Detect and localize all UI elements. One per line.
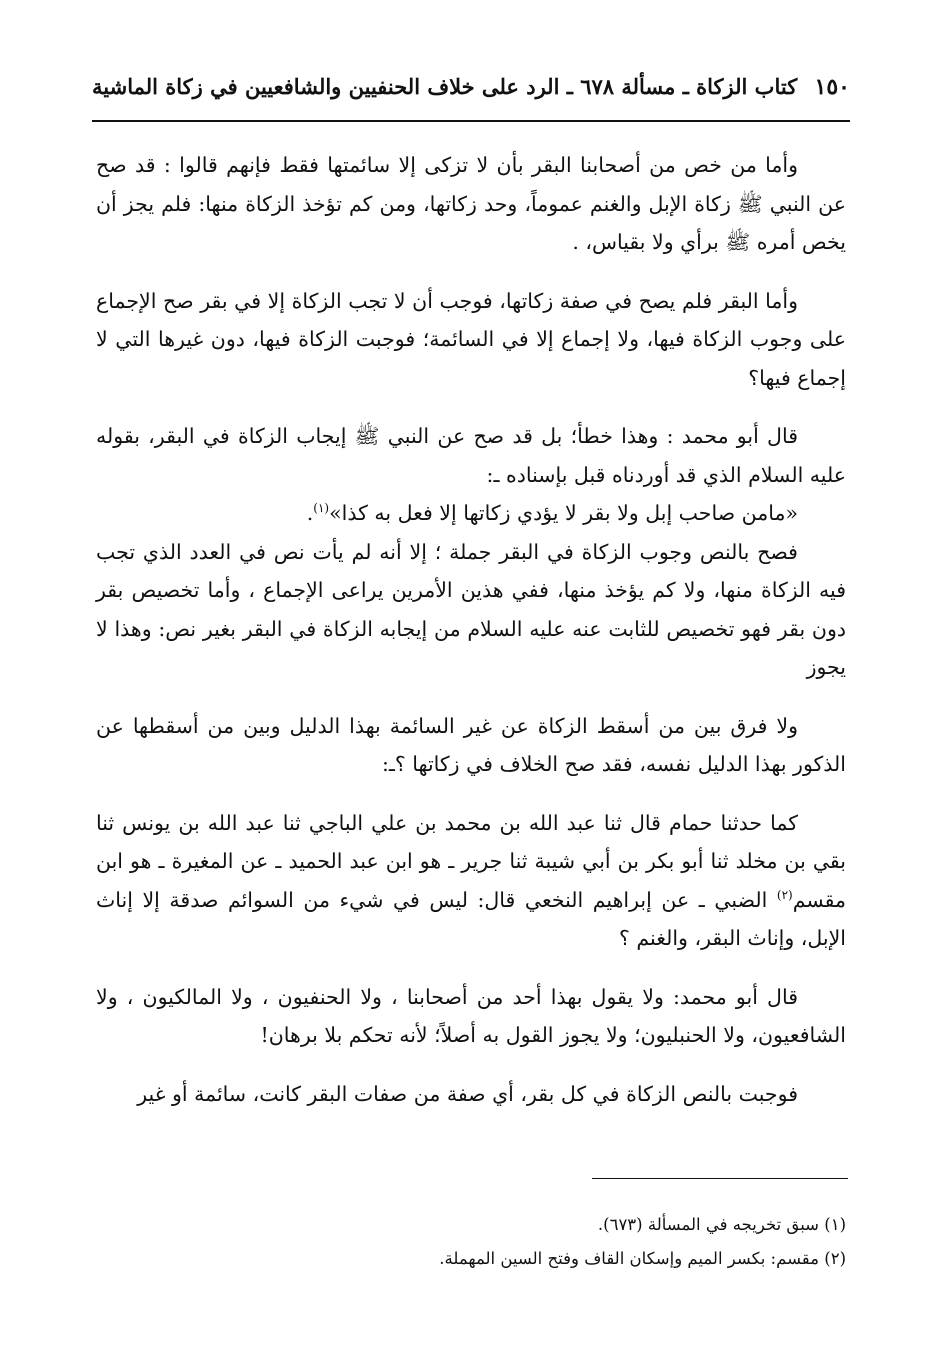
paragraph-8: فوجبت بالنص الزكاة في كل بقر، أي صفة من صفات البقر كانت، سائمة أو غير (137, 1081, 798, 1106)
running-title: كتاب الزكاة ـ مسألة ٦٧٨ ـ الرد على خلاف الحنفيين والشافعيين في زكاة الماشية (92, 74, 798, 99)
paragraph-1: وأما من خص من أصحابنا البقر بأن لا تزكى إلا سائمتها فقط فإنهم قالوا : قد صح عن النبي ﷺ زكاة الإبل والغنم عموماً، وحد زكاتها، ومن كم تؤخذ الزكاة منها: فلم يجز أن يخص أمره ﷺ برأي ولا بقياس، . (96, 153, 846, 254)
footnote-1: (١) سبق تخريجه في المسألة (٦٧٣). (597, 1215, 846, 1234)
footnotes (96, 1208, 846, 1276)
hadith-quote (96, 494, 846, 533)
paragraph-6-part-a: كما حدثنا حمام قال ثنا عبد الله بن محمد بن علي الباجي ثنا عبد الله بن يونس ثنا بقي بن مخلد ثنا أبو بكر بن أبي شيبة ثنا جرير ـ هو ابن عبد الحميد ـ عن المغيرة ـ هو ابن مقسم (96, 810, 846, 912)
paragraph-2: وأما البقر فلم يصح في صفة زكاتها، فوجب أن لا تجب الزكاة إلا في بقر صح الإجماع على وجوب الزكاة فيها، ولا إجماع إلا في السائمة؛ فوجبت الزكاة فيها، دون غيرها التي لا إجماع فيها؟ (96, 288, 846, 390)
footnote-2: (٢) مقسم: بكسر الميم وإسكان القاف وفتح السين المهملة. (439, 1249, 846, 1268)
hadith-quote-text: «مامن صاحب إبل ولا بقر لا يؤدي زكاتها إلا فعل به كذا» (329, 501, 798, 525)
main-text (96, 146, 846, 1133)
footnote-divider (592, 1178, 848, 1179)
paragraph-6 (96, 804, 846, 958)
page-number: ١٥٠ (814, 74, 850, 100)
footnote-ref-2[interactable]: (٢) (776, 887, 793, 902)
header-divider (92, 120, 850, 122)
paragraph-7: قال أبو محمد: ولا يقول بهذا أحد من أصحابنا ، ولا الحنفيون ، ولا المالكيون ، ولا الشافعيون، ولا الحنبليون؛ ولا يجوز القول به أصلاً؛ لأنه تحكم بلا برهان! (96, 984, 846, 1047)
hadith-quote-end: . (306, 501, 314, 525)
paragraph-5: ولا فرق بين من أسقط الزكاة عن غير السائمة بهذا الدليل وبين من أسقطها عن الذكور بهذا الدليل نفسه، فقد صح الخلاف في زكاتها ؟ـ: (96, 713, 846, 776)
paragraph-6-part-b: الضبي ـ عن إبراهيم النخعي قال: ليس في شيء من السوائم صدقة إلا إناث الإبل، وإناث البقر، والغنم ؟ (96, 887, 846, 950)
paragraph-3: قال أبو محمد : وهذا خطأ؛ بل قد صح عن النبي ﷺ إيجاب الزكاة في البقر، بقوله عليه السلام الذي قد أوردناه قبل بإسناده ـ: (96, 424, 846, 487)
page-header (92, 70, 850, 110)
footnote-ref-1[interactable]: (١) (313, 501, 330, 516)
paragraph-4: فصح بالنص وجوب الزكاة في البقر جملة ؛ إلا أنه لم يأت نص في العدد الذي تجب فيه الزكاة منها، ولا كم يؤخذ منها، ففي هذين الأمرين يراعى الإجماع ، وأما تخصيص بقر دون بقر فهو تخصيص للثابت عنه عليه السلام من إيجابه الزكاة في البقر بغير نص: وهذا لا يجوز (96, 539, 846, 679)
